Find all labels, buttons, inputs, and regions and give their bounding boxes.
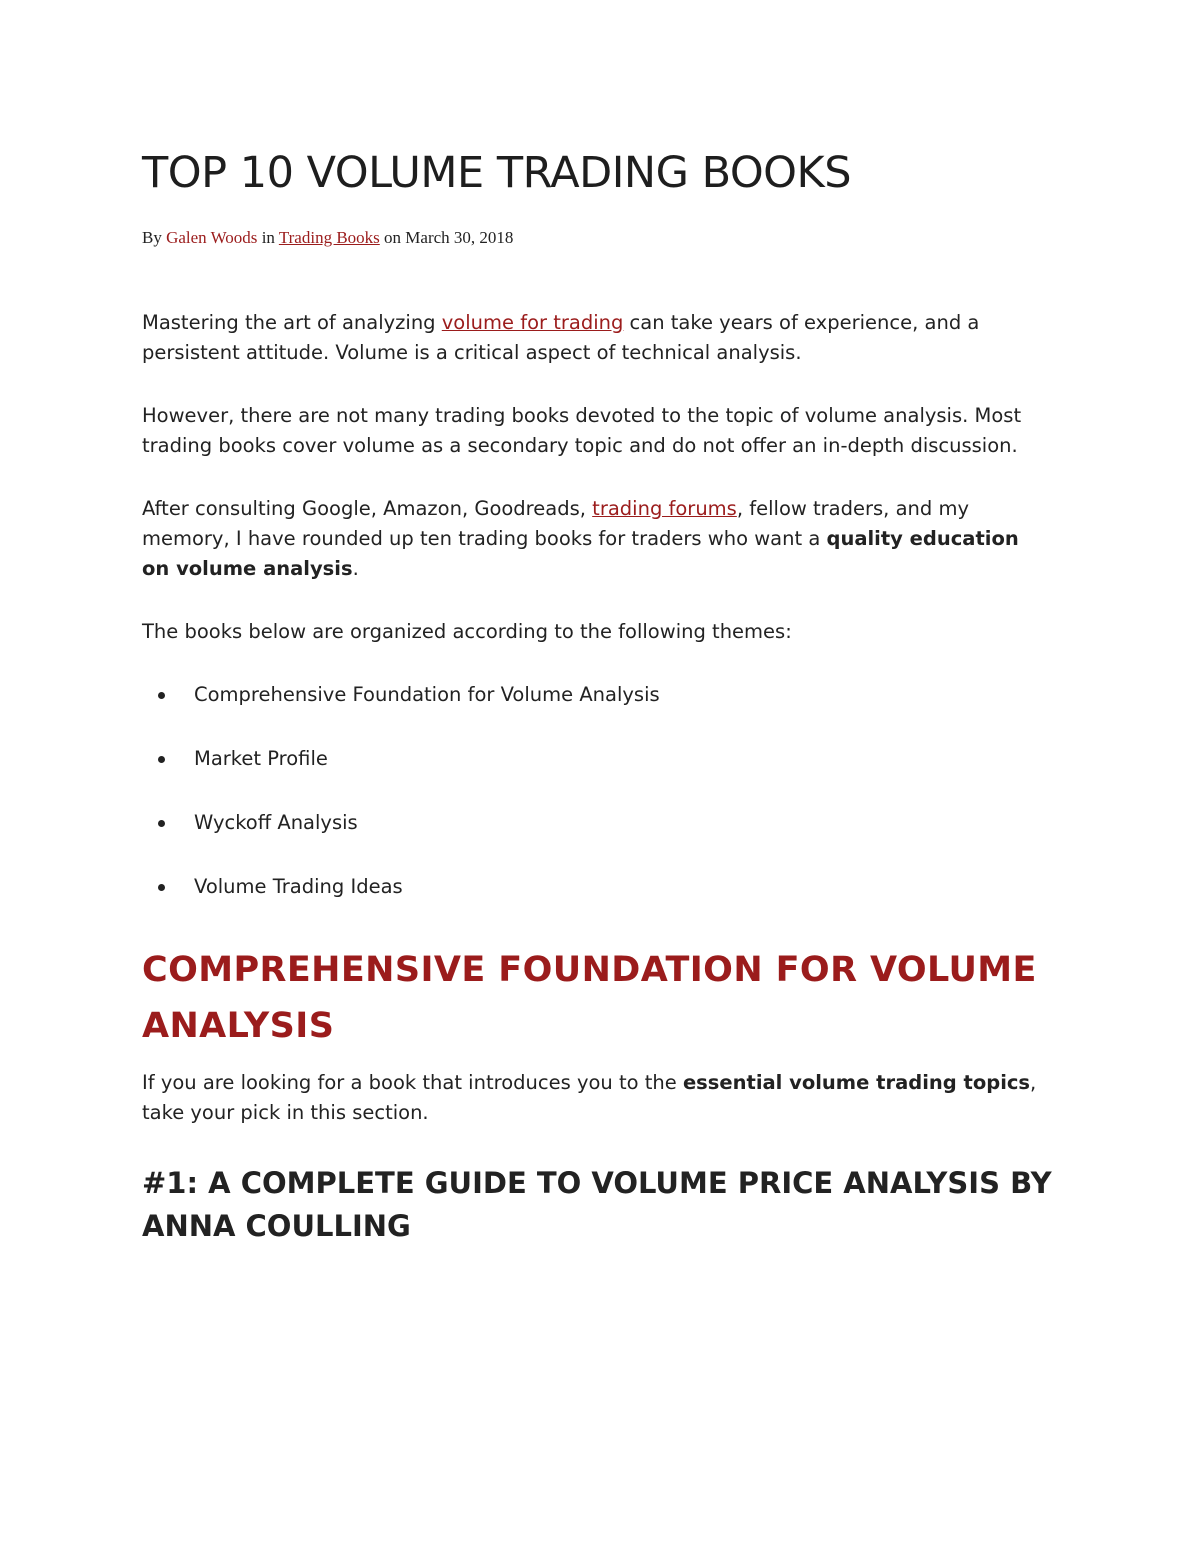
second-paragraph: However, there are not many trading books devoted to the topic of volume analysis. Most trading books cover volume as a secondary topic and do not offer an in-depth discussion.: [142, 404, 1022, 457]
byline: [142, 228, 513, 248]
category-link[interactable]: Trading Books: [278, 228, 380, 247]
author-name[interactable]: Galen Woods: [166, 228, 258, 247]
third-text-start: After consulting Google, Amazon, Goodreads,: [142, 497, 593, 520]
section-heading: COMPREHENSIVE FOUNDATION FOR VOLUME ANALYSIS: [142, 950, 1037, 1046]
intro-text-start: Mastering the art of analyzing: [142, 311, 442, 334]
bullet-icon: [158, 884, 165, 891]
bullet-icon: [158, 756, 165, 763]
bullet-icon: [158, 692, 165, 699]
book-heading: #1: A COMPLETE GUIDE TO VOLUME PRICE ANALYSIS BY ANNA COULLING: [142, 1166, 1052, 1243]
list-item: [142, 680, 660, 744]
third-text-end: .: [352, 557, 359, 580]
byline-in: in: [257, 228, 279, 247]
section-intro-end: , take your pick in this section.: [142, 1071, 1037, 1124]
essential-topics-emphasis: essential volume trading topics: [682, 1071, 1031, 1094]
intro-text-end: can take years of experience, and a persistent attitude. Volume is a critical aspect of technical analysis.: [142, 311, 980, 364]
themes-intro: The books below are organized according to the following themes:: [142, 620, 792, 643]
theme-label: Comprehensive Foundation for Volume Analysis: [194, 683, 660, 706]
quality-education-emphasis: quality education on volume analysis: [142, 527, 1019, 580]
intro-paragraph: [142, 308, 1052, 368]
list-item: [142, 744, 660, 808]
list-item: [142, 872, 660, 936]
page-title: TOP 10 VOLUME TRADING BOOKS: [142, 148, 852, 198]
publish-date: on March 30, 2018: [379, 228, 514, 247]
third-paragraph: [142, 494, 1052, 584]
volume-for-trading-link[interactable]: volume for trading: [441, 311, 624, 334]
trading-forums-link[interactable]: trading forums: [592, 497, 737, 520]
themes-list: [142, 680, 660, 936]
third-text-middle: , fellow traders, and my memory, I have rounded up ten trading books for traders who want a: [142, 497, 969, 550]
section-intro: [142, 1068, 1052, 1128]
theme-label: Wyckoff Analysis: [194, 811, 358, 834]
bullet-icon: [158, 820, 165, 827]
list-item: [142, 808, 660, 872]
section-intro-start: If you are looking for a book that introduces you to the: [142, 1071, 683, 1094]
byline-by: By: [142, 228, 167, 247]
theme-label: Market Profile: [194, 747, 328, 770]
theme-label: Volume Trading Ideas: [194, 875, 403, 898]
